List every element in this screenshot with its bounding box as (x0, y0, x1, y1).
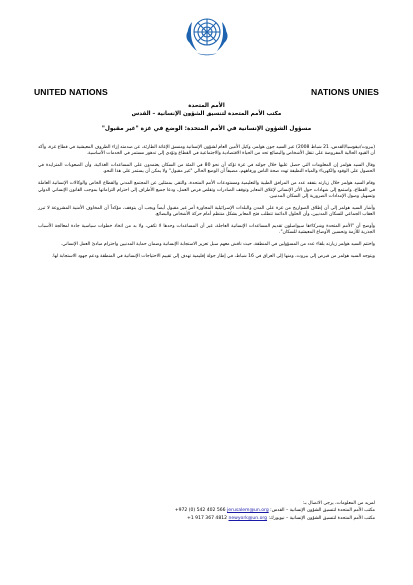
contact-phone: +972 (0) 542 402 566 (174, 508, 226, 514)
body-text (38, 145, 375, 266)
united-nations-label: UNITED NATIONS (34, 87, 108, 97)
contact-email-link[interactable]: newyork@un.org (228, 515, 268, 521)
contact-heading: لمزيد من المعلومات، يرجى الاتصال بـ: (302, 501, 375, 506)
paragraph: وقام السيد هولمز خلال زيارته بتفقد عدد من المرافق الطبية والتعليمية ومستودعات الأمم المتحدة، والتقى بممثلين عن المجتمع المدني والقطاع الخاص والوكالات الإنسانية العاملة في القطاع، واستمع إلى شهادات حول الأثر الإنساني لإغلاق المعابر وتوقف الصادرات وتقلص فرص العمل، ودعا جميع الأطراف إلى احترام التزاماتها بموجب القانون الإنساني الدولي وتسهيل وصول الإمدادات الضرورية إلى السكان المدنيين. (38, 181, 375, 199)
org-line-1: الأمم المتحدة (188, 103, 225, 109)
un-emblem-icon (182, 12, 232, 58)
contact-block (60, 500, 375, 522)
contact-office: مكتب الأمم المتحدة لتنسيق الشؤون الإنسانية – القدس: (270, 508, 375, 514)
contact-office: مكتب الأمم المتحدة لتنسيق الشؤون الإنسانية – نيويورك: (268, 515, 375, 521)
paragraph: وقال السيد هولمز إن المعلومات التي حصل عليها خلال جولته في غزة تؤكد أن نحو 80 في المئة من السكان يعتمدون على المساعدات الغذائية، وأن الصعوبات المتزايدة في الحصول على الوقود والكهرباء والمياه النظيفة تهدد صحة الناس ورفاههم، مضيفاً أن الوضع الحالي "غير مقبول" ولا يمكن أن يستمر على هذا النحو. (38, 163, 375, 175)
nations-unies-label: NATIONS UNIES (311, 87, 379, 97)
contact-line-newyork (60, 515, 375, 522)
paragraph: واختتم السيد هولمز زيارته بلقاء عدد من المسؤولين في المنطقة، حيث ناقش معهم سبل تعزيز الاستجابة الإنسانية وضمان حماية المدنيين واحترام مبادئ العمل الإنساني. (60, 242, 375, 248)
press-release-title: مسؤول الشؤون الإنسانية في الأمم المتحدة: الوضع في غزة "غير مقبول" (101, 126, 312, 132)
org-line-2: مكتب الأمم المتحدة لتنسيق الشؤون الإنسانية – القدس (131, 111, 282, 117)
contact-phone: +1 917 367 4812 (187, 515, 227, 521)
un-header (34, 86, 379, 98)
contact-line-jerusalem (60, 507, 375, 514)
paragraph: وأشار السيد هولمز إلى أن إطلاق الصواريخ من غزة على المدن والبلدات الإسرائيلية المجاورة أمر غير مقبول أيضاً ويجب أن يتوقف، مؤكداً أن المخاوف الأمنية المشروعة لا تبرر العقاب الجماعي للسكان المدنيين، وأن الحلول الدائمة تتطلب فتح المعابر بشكل منتظم أمام حركة الأشخاص والبضائع. (38, 205, 375, 218)
paragraph: (بيروت/نيقوسيا/القدس، 21 شباط 2008) عبر السيد جون هولمز، وكيل الأمين العام لشؤون الإنسانية ومنسق الإغاثة الطارئة، عن صدمته إزاء الظروف المعيشية في قطاع غزة، وأكد أن القيود الحالية المفروضة على تنقل الأشخاص والبضائع تحد من الحياة الاقتصادية والاجتماعية في القطاع وتؤدي إلى تدهور مستمر في الخدمات الأساسية. (38, 145, 375, 157)
paragraph: وأوضح أن "الأمم المتحدة وشركاءها سيواصلون تقديم المساعدات الإنسانية العاجلة، غير أن المساعدات وحدها لا تكفي، ولا بد من اتخاذ خطوات سياسية جادة لمعالجة الأسباب الجذرية للأزمة وتحسين الأوضاع المعيشية للسكان". (38, 224, 375, 236)
contact-email-link[interactable]: jerusalem@un.org (227, 508, 269, 514)
paragraph: ويتوجه السيد هولمز من قبرص إلى بيروت، ومنها إلى العراق في 16 شباط، في إطار جولة إقليمية تهدف إلى تقييم الاحتياجات الإنسانية في المنطقة ودعم جهود الاستجابة لها. (51, 254, 375, 260)
